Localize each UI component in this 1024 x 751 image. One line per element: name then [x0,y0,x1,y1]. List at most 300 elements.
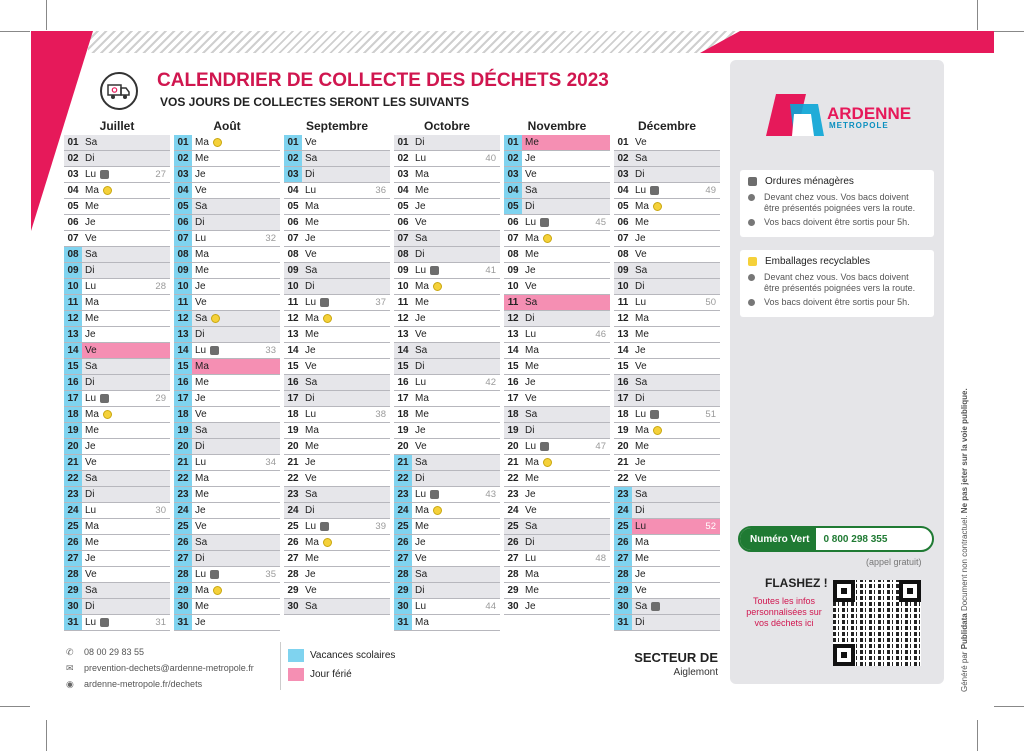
day-row [504,407,610,423]
day-label: Lu [305,521,317,532]
day-number: 02 [174,151,192,166]
day-label: Ma [195,585,209,596]
crop-mark [0,31,30,32]
week-number: 50 [705,297,716,308]
recycle-bin-icon [433,282,442,291]
day-row [614,231,720,247]
day-label: Ma [415,505,429,516]
contact-text: 08 00 29 83 55 [84,647,145,657]
week-number: 40 [485,153,496,164]
day-row [174,151,280,167]
day-label: Me [415,409,429,420]
day-row [394,599,500,615]
day-row [614,375,720,391]
day-number: 17 [287,393,299,404]
day-number: 22 [617,473,629,484]
mail-icon: ✉ [66,662,74,673]
day-label: Je [195,281,206,292]
day-label: Ve [85,233,97,244]
numero-vert-badge[interactable] [738,526,934,552]
day-label: Di [195,329,205,340]
day-number: 12 [507,313,519,324]
day-label: Sa [195,313,208,324]
day-row [394,247,500,263]
day-number: 07 [174,231,192,246]
day-number: 28 [507,569,519,580]
day-label: Di [85,489,95,500]
contact-email[interactable] [66,663,254,673]
day-row [394,375,500,391]
day-row [64,199,170,215]
location-icon [748,194,755,201]
day-row [64,551,170,567]
day-number: 06 [617,217,629,228]
day-label: Je [415,537,426,548]
card-title: Ordures ménagères [765,176,854,187]
generated-by: Généré par [960,651,969,692]
day-label: Lu [635,297,647,308]
day-number: 27 [614,551,632,566]
day-number: 14 [64,343,82,358]
day-label: Di [305,281,315,292]
day-number: 28 [614,567,632,582]
day-label: Je [415,201,426,212]
day-row [504,343,610,359]
day-label: Je [195,505,206,516]
day-label: Me [635,441,649,452]
day-label: Ve [305,585,317,596]
day-row [614,455,720,471]
day-label: Lu [525,441,537,452]
trash-bin-icon [320,298,329,307]
day-label: Ve [525,169,537,180]
day-label: Ma [85,297,99,308]
day-label: Lu [415,489,427,500]
day-label: Sa [635,601,648,612]
card-line: Vos bacs doivent être sortis pour 5h. [764,297,910,307]
day-number: 26 [174,535,192,550]
day-label: Me [305,217,319,228]
decorative-pink-band [700,31,994,53]
day-number: 30 [394,599,412,614]
week-number: 41 [485,265,496,276]
day-label: Je [635,569,646,580]
day-number: 13 [617,329,629,340]
day-number: 03 [67,169,79,180]
day-row [394,407,500,423]
day-number: 18 [287,409,299,420]
day-number: 05 [287,201,299,212]
card-line: Vos bacs doivent être sortis pour 5h. [764,217,910,227]
day-row [504,151,610,167]
day-row [64,519,170,535]
day-number: 25 [287,521,299,532]
day-label: Je [635,457,646,468]
day-number: 16 [397,377,409,388]
numero-vert-note: (appel gratuit) [866,557,922,567]
day-label: Di [525,313,535,324]
day-number: 31 [614,615,632,630]
day-number: 14 [507,345,519,356]
day-number: 01 [67,137,79,148]
day-number: 12 [174,311,192,326]
day-label: Ve [305,137,317,148]
day-row [174,615,280,631]
day-row [284,551,390,567]
day-row [64,471,170,487]
day-number: 25 [64,519,82,534]
day-row [614,247,720,263]
day-label: Ve [635,585,647,596]
day-row [614,167,720,183]
day-row [64,391,170,407]
day-label: Je [635,345,646,356]
day-number: 17 [507,393,519,404]
day-label: Me [635,553,649,564]
day-label: Ma [85,521,99,532]
day-number: 04 [174,183,192,198]
day-number: 21 [507,457,519,468]
day-row [614,551,720,567]
day-number: 27 [287,553,299,564]
day-number: 18 [617,409,629,420]
day-row [504,327,610,343]
day-row [614,567,720,583]
day-number: 09 [397,265,409,276]
day-label: Me [525,249,539,260]
day-label: Di [195,217,205,228]
day-row [174,487,280,503]
day-label: Ve [415,329,427,340]
day-row [614,199,720,215]
day-number: 15 [397,361,409,372]
day-number: 07 [397,233,409,244]
day-number: 11 [64,295,82,310]
card-line: Devant chez vous. Vos bacs doivent être présentés poignées vers la route. [764,272,916,293]
day-number: 04 [504,183,522,198]
card-title: Emballages recyclables [765,256,871,267]
month-column [614,118,720,631]
week-number: 35 [265,569,276,580]
day-number: 13 [174,327,192,342]
day-label: Ve [305,473,317,484]
day-number: 23 [394,487,412,502]
day-number: 16 [507,377,519,388]
day-label: Lu [415,265,427,276]
day-label: Di [525,537,535,548]
day-number: 16 [287,377,299,388]
day-number: 16 [174,375,192,390]
trash-bin-icon [651,602,660,611]
day-label: Ve [195,297,207,308]
day-number: 26 [614,535,632,550]
page-title: CALENDRIER DE COLLECTE DES DÉCHETS 2023 [157,70,609,91]
day-row [614,519,720,535]
legend-ferie [288,668,352,681]
day-label: Me [85,201,99,212]
day-label: Sa [85,585,98,596]
day-row [174,231,280,247]
day-number: 10 [64,279,82,294]
qr-code-icon[interactable] [833,580,921,666]
day-label: Ve [415,553,427,564]
day-row [614,439,720,455]
day-number: 09 [64,263,82,278]
day-label: Lu [85,505,97,516]
day-row [174,167,280,183]
day-number: 19 [174,423,192,438]
day-label: Me [305,553,319,564]
day-number: 31 [64,615,82,630]
day-label: Je [415,313,426,324]
day-number: 27 [64,551,82,566]
trash-bin-icon [748,177,757,186]
day-label: Me [525,585,539,596]
crop-mark [977,720,978,751]
day-row [174,471,280,487]
day-label: Lu [305,297,317,308]
day-row [504,599,610,615]
contact-phone[interactable] [66,647,144,657]
day-label: Me [195,377,209,388]
day-number: 30 [507,601,519,612]
day-number: 17 [174,391,192,406]
day-label: Me [85,313,99,324]
day-number: 22 [174,471,192,486]
day-label: Di [415,585,425,596]
day-row [64,439,170,455]
day-label: Ma [195,137,209,148]
day-label: Ve [85,345,97,356]
day-number: 21 [394,455,412,470]
day-number: 25 [507,521,519,532]
day-number: 14 [397,345,409,356]
day-label: Me [195,601,209,612]
day-number: 02 [284,151,302,166]
day-number: 24 [287,505,299,516]
day-row [394,311,500,327]
day-row [284,599,390,615]
day-row [614,343,720,359]
day-row [614,423,720,439]
day-label: Lu [635,185,647,196]
day-number: 29 [507,585,519,596]
day-row [64,615,170,631]
day-label: Me [195,153,209,164]
day-number: 19 [287,425,299,436]
numero-vert-number: 0 800 298 355 [823,533,888,545]
trash-bin-icon [210,570,219,579]
day-number: 06 [67,217,79,228]
day-row [504,535,610,551]
day-row [174,391,280,407]
day-row [174,295,280,311]
crop-mark [46,0,47,30]
day-number: 20 [507,441,519,452]
day-row [614,183,720,199]
day-label: Sa [525,521,538,532]
day-number: 29 [174,583,192,598]
recycle-bin-icon [213,138,222,147]
day-number: 09 [507,265,519,276]
day-label: Me [525,361,539,372]
day-row [614,135,720,151]
day-row [394,551,500,567]
day-label: Sa [635,265,648,276]
day-row [284,263,390,279]
month-column [394,118,500,631]
day-label: Lu [525,217,537,228]
day-row [284,215,390,231]
commune-name: Aiglemont [673,667,718,678]
day-row [614,535,720,551]
day-number: 02 [504,151,522,166]
numero-vert-label: Numéro Vert [740,528,816,550]
day-row [504,311,610,327]
day-number: 11 [617,297,629,308]
day-number: 08 [397,249,409,260]
day-label: Lu [195,457,207,468]
month-name: Octobre [423,119,470,133]
day-number: 25 [394,519,412,534]
crop-mark [994,31,1024,32]
day-label: Sa [305,153,318,164]
card-line: Devant chez vous. Vos bacs doivent être présentés poignées vers la route. [764,192,916,213]
day-row [394,359,500,375]
week-number: 42 [485,377,496,388]
day-number: 15 [617,361,629,372]
day-label: Je [525,265,536,276]
day-row [64,455,170,471]
day-row [394,503,500,519]
day-number: 17 [64,391,82,406]
day-label: Sa [415,233,428,244]
day-row [504,263,610,279]
trash-bin-icon [540,442,549,451]
trash-bin-icon [320,522,329,531]
day-number: 11 [287,297,299,308]
day-number: 24 [394,503,412,518]
day-row [504,295,610,311]
day-label: Sa [85,473,98,484]
day-row [394,487,500,503]
day-row [174,567,280,583]
day-label: Ve [635,361,647,372]
recycle-bin-icon [543,234,552,243]
day-row [504,503,610,519]
day-row [614,295,720,311]
day-row [614,311,720,327]
day-number: 18 [507,409,519,420]
day-row [64,151,170,167]
day-row [174,439,280,455]
day-number: 04 [617,185,629,196]
day-row [174,263,280,279]
day-label: Sa [415,345,428,356]
day-number: 10 [397,281,409,292]
day-row [284,359,390,375]
day-row [614,279,720,295]
day-label: Ve [85,457,97,468]
day-number: 01 [617,137,629,148]
flash-text: Toutes les infos personnalisées sur vos déchets ici [746,596,822,628]
recycle-bin-icon [748,257,757,266]
day-number: 01 [504,135,522,150]
day-label: Sa [85,137,98,148]
day-row [64,247,170,263]
day-number: 01 [174,135,192,150]
day-number: 24 [64,503,82,518]
day-label: Ma [525,457,539,468]
day-number: 26 [507,537,519,548]
day-row [284,183,390,199]
logo-name: ARDENNE [827,104,912,123]
day-number: 03 [284,167,302,182]
week-number: 34 [265,457,276,468]
week-number: 47 [595,441,606,452]
day-label: Ve [525,281,537,292]
day-row [174,551,280,567]
day-row [64,583,170,599]
day-number: 06 [507,217,519,228]
day-number: 13 [287,329,299,340]
day-row [64,487,170,503]
day-number: 30 [64,599,82,614]
day-number: 08 [287,249,299,260]
day-number: 19 [64,423,82,438]
day-label: Sa [415,569,428,580]
day-row [614,583,720,599]
day-number: 15 [174,359,192,374]
disclaimer-bold: Ne pas jeter sur la voie publique. [960,388,969,514]
day-label: Sa [195,201,208,212]
day-label: Lu [195,233,207,244]
day-number: 26 [287,537,299,548]
day-label: Je [305,457,316,468]
day-number: 27 [507,553,519,564]
day-row [394,423,500,439]
day-label: Ma [415,617,429,628]
recycle-bin-icon [211,314,220,323]
day-label: Ma [305,201,319,212]
day-label: Sa [635,153,648,164]
day-row [504,247,610,263]
day-row [174,599,280,615]
contact-website[interactable] [66,679,202,689]
day-label: Me [305,441,319,452]
recycle-bin-icon [653,426,662,435]
day-label: Je [415,425,426,436]
day-row [64,599,170,615]
day-label: Di [85,153,95,164]
month-name: Décembre [637,119,697,133]
day-label: Ve [635,473,647,484]
day-number: 29 [394,583,412,598]
day-number: 11 [174,295,192,310]
day-label: Lu [195,569,207,580]
day-label: Ve [85,569,97,580]
day-number: 12 [287,313,299,324]
day-row [284,199,390,215]
day-label: Di [635,617,645,628]
day-label: Sa [305,601,318,612]
day-number: 18 [64,407,82,422]
week-number: 49 [705,185,716,196]
disclaimer: Document non contractuel. [960,515,969,612]
day-label: Di [85,377,95,388]
day-label: Je [305,233,316,244]
day-number: 21 [287,457,299,468]
